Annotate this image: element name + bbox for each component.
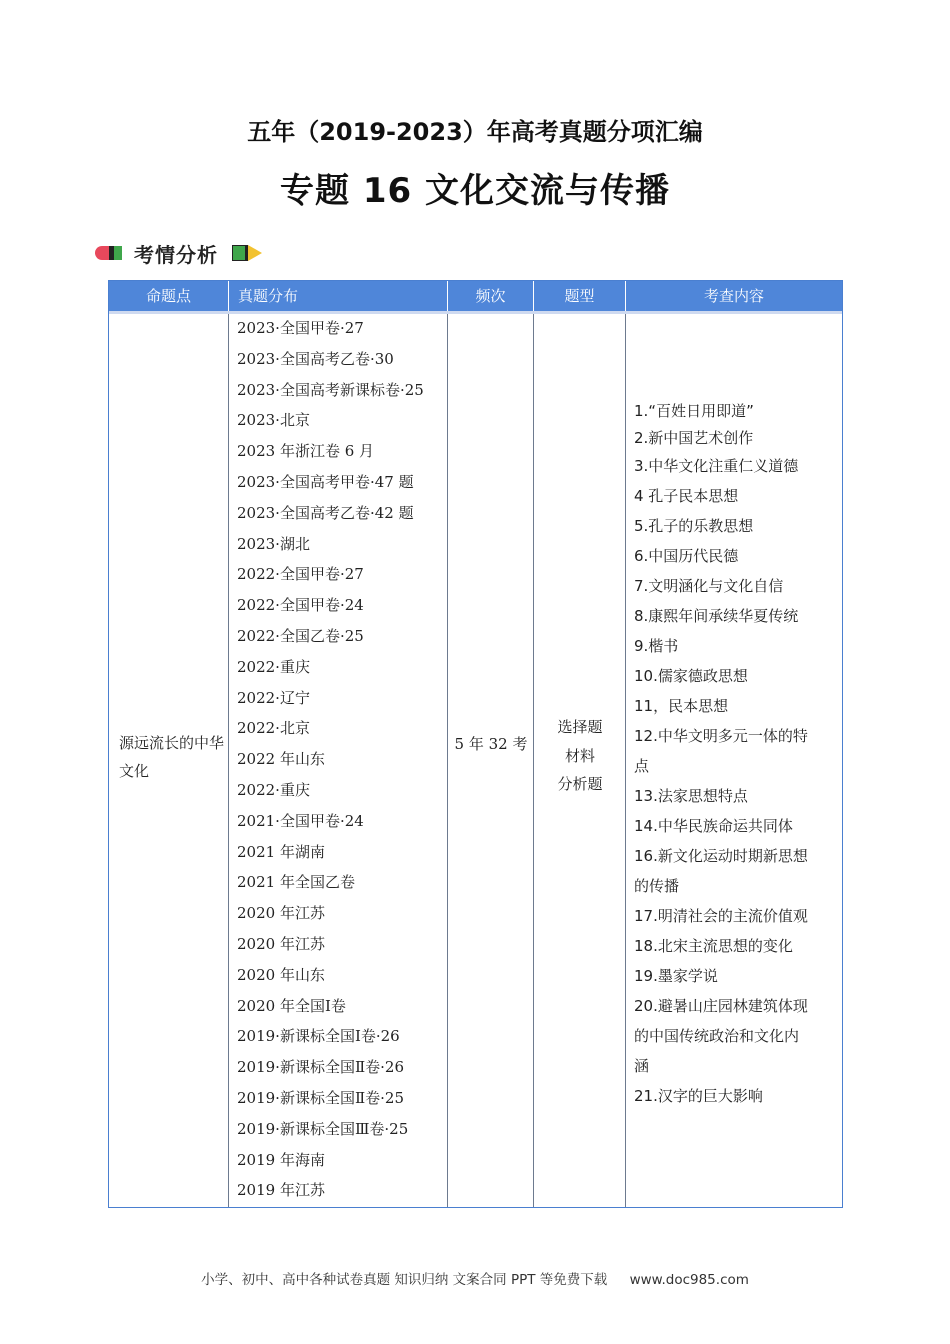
paper-item: 2021 年湖南 <box>237 842 325 861</box>
paper-item: 2022·北京 <box>237 719 310 738</box>
content-item: 8.康熙年间承续华夏传统 <box>634 607 799 625</box>
header-topic: 命题点 <box>109 281 229 311</box>
content-item: 13.法家思想特点 <box>634 787 748 805</box>
header-frequency: 频次 <box>448 281 534 311</box>
content-item: 的传播 <box>634 877 680 895</box>
type-item: 分析题 <box>557 775 603 793</box>
page-footer <box>0 1268 950 1288</box>
content-item: 7.文明涵化与文化自信 <box>634 577 784 595</box>
section-label: 考情分析 <box>134 242 218 267</box>
content-item: 11，民本思想 <box>634 697 729 715</box>
column-divider <box>228 314 229 1207</box>
content-item: 14.中华民族命运共同体 <box>634 817 793 835</box>
section-heading <box>95 238 262 268</box>
content-item: 3.中华文化注重仁义道德 <box>634 457 799 475</box>
column-divider <box>447 314 448 1207</box>
paper-item: 2023·全国高考甲卷·47 题 <box>237 472 414 491</box>
paper-item: 2019·新课标全国Ⅱ卷·26 <box>237 1058 404 1077</box>
content-item: 17.明清社会的主流价值观 <box>634 907 808 925</box>
header-papers: 真题分布 <box>229 281 448 311</box>
content-item: 12.中华文明多元一体的特 <box>634 727 808 745</box>
analysis-table <box>108 280 843 1208</box>
header-type: 题型 <box>534 281 626 311</box>
content-item: 9.楷书 <box>634 637 679 655</box>
content-item: 10.儒家德政思想 <box>634 667 748 685</box>
type-cell <box>534 713 626 799</box>
content-item: 20.避暑山庄园林建筑体现 <box>634 997 808 1015</box>
page-subtitle: 五年（2019-2023）年高考真题分项汇编 <box>247 118 703 146</box>
content-item: 19.墨家学说 <box>634 967 718 985</box>
paper-item: 2022·全国乙卷·25 <box>237 626 364 645</box>
footer-text: 小学、初中、高中各种试卷真题 知识归纳 文案合同 PPT 等免费下载 <box>201 1272 608 1288</box>
content-item: 涵 <box>634 1057 650 1075</box>
paper-item: 2023 年浙江卷 6 月 <box>237 442 375 461</box>
paper-item: 2023·湖北 <box>237 534 310 553</box>
paper-item: 2022·辽宁 <box>237 688 310 707</box>
paper-item: 2020 年江苏 <box>237 904 325 923</box>
paper-item: 2022·重庆 <box>237 657 310 676</box>
content-item: 5.孔子的乐教思想 <box>634 517 754 535</box>
paper-item: 2022·全国甲卷·27 <box>237 565 364 584</box>
topic-cell: 源远流长的中华文化 <box>119 734 225 780</box>
frequency-cell: 5 年 32 考 <box>454 735 528 753</box>
type-item: 材料 <box>564 746 595 765</box>
paper-item: 2022·全国甲卷·24 <box>237 596 364 615</box>
paper-item: 2019·新课标全国Ⅱ卷·25 <box>237 1088 404 1107</box>
paper-item: 2022 年山东 <box>237 750 325 769</box>
pencil-left-icon <box>95 246 122 260</box>
paper-item: 2019 年海南 <box>237 1150 325 1169</box>
content-item: 1.“百姓日用即道” <box>634 402 754 420</box>
content-item: 的中国传统政治和文化内 <box>634 1027 800 1045</box>
content-item: 6.中国历代民德 <box>634 547 739 565</box>
paper-item: 2023·北京 <box>237 411 310 430</box>
paper-item: 2023·全国高考乙卷·42 题 <box>237 503 414 522</box>
paper-item: 2021·全国甲卷·24 <box>237 811 364 830</box>
table-header-row <box>109 281 842 314</box>
content-item: 点 <box>634 757 650 775</box>
pencil-right-icon <box>232 245 262 261</box>
paper-item: 2022·重庆 <box>237 780 310 799</box>
paper-item: 2023·全国甲卷·27 <box>237 319 364 337</box>
content-item: 21.汉字的巨大影响 <box>634 1087 763 1105</box>
paper-item: 2023·全国高考新课标卷·25 <box>237 380 424 399</box>
paper-item: 2020 年山东 <box>237 965 325 984</box>
content-item: 18.北宋主流思想的变化 <box>634 937 793 955</box>
paper-item: 2019 年江苏 <box>237 1181 325 1200</box>
type-item: 选择题 <box>557 718 603 736</box>
paper-item: 2021 年全国乙卷 <box>237 873 355 892</box>
content-item: 16.新文化运动时期新思想 <box>634 847 808 865</box>
paper-item: 2023·全国高考乙卷·30 <box>237 349 394 368</box>
paper-item: 2019·新课标全国Ⅲ卷·25 <box>237 1119 409 1138</box>
content-item: 2.新中国艺术创作 <box>634 429 754 447</box>
paper-item: 2020 年江苏 <box>237 934 325 953</box>
footer-site-link[interactable]: www.doc985.com <box>629 1272 749 1288</box>
content-cell <box>634 396 834 1111</box>
page-title: 专题 16 文化交流与传播 <box>280 171 670 211</box>
content-item: 4 孔子民本思想 <box>634 487 739 505</box>
header-content: 考查内容 <box>703 287 764 305</box>
papers-cell <box>237 313 447 1206</box>
paper-item: 2020 年全国Ⅰ卷 <box>237 996 346 1015</box>
paper-item: 2019·新课标全国Ⅰ卷·26 <box>237 1027 400 1046</box>
